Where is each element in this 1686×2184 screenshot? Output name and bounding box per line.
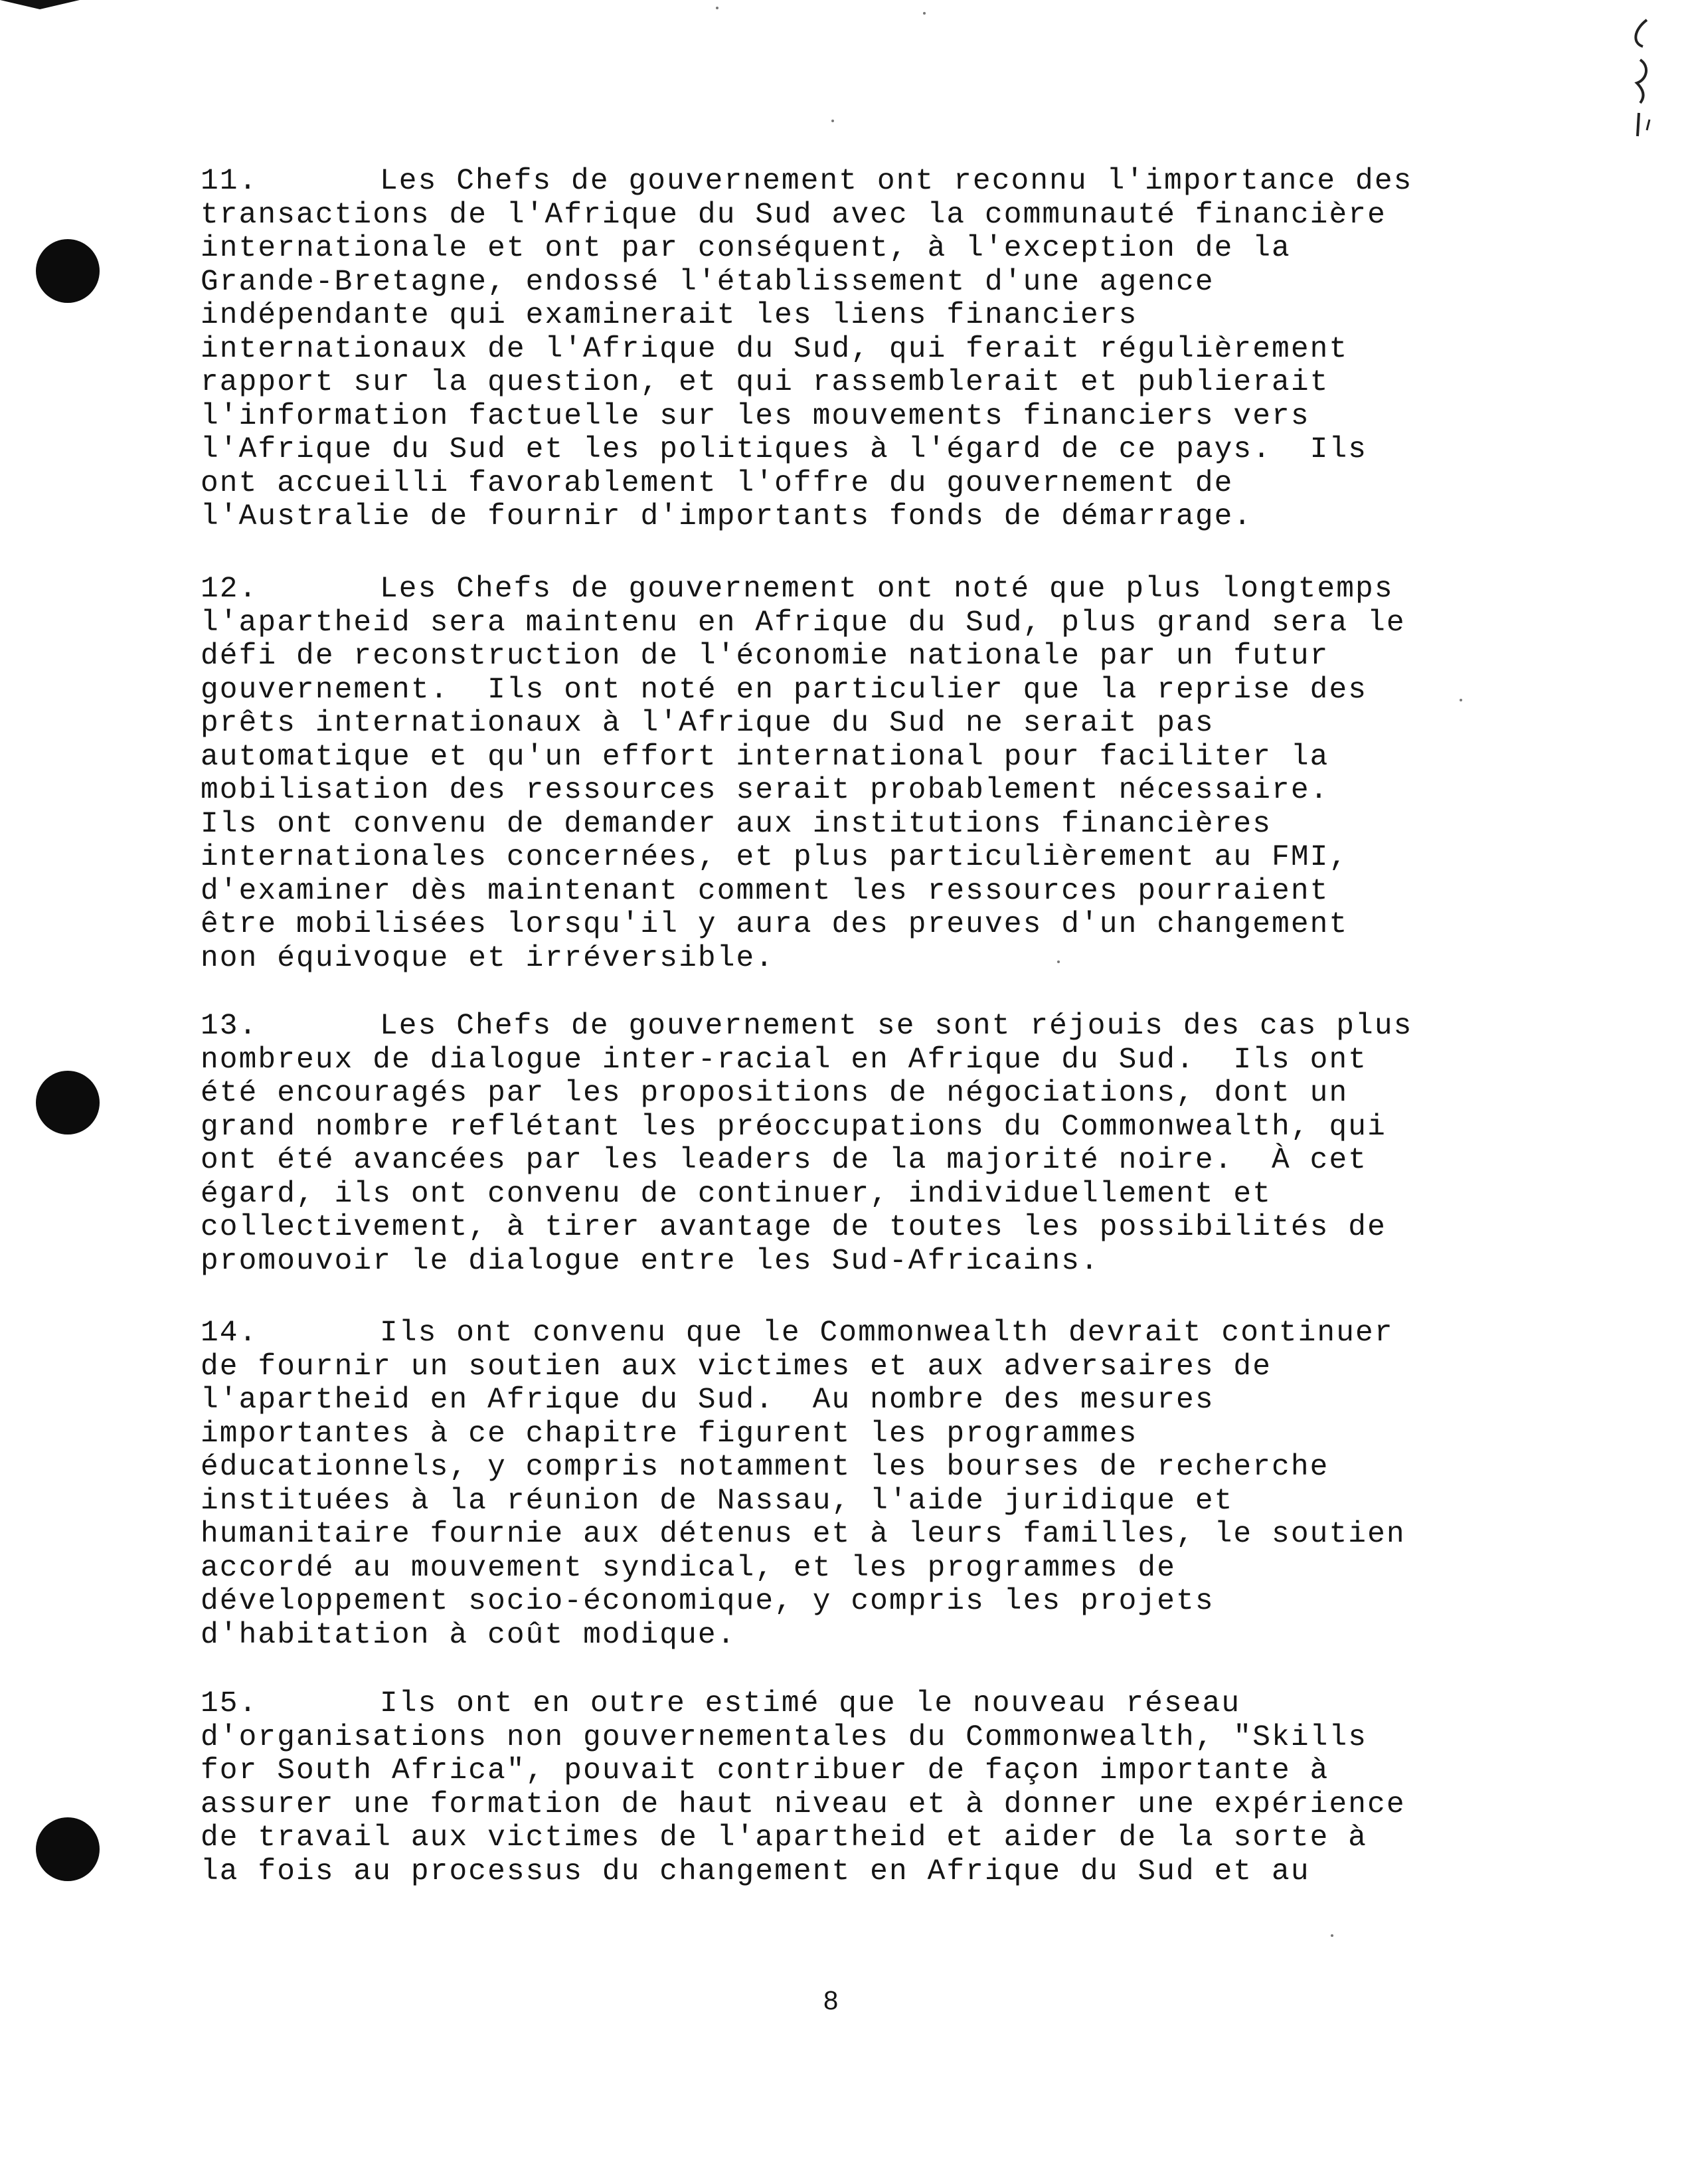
paragraph-line: Ils ont convenu de demander aux institutions financières (201, 807, 1272, 841)
punch-hole (36, 1071, 100, 1135)
punch-hole (36, 1817, 100, 1881)
page-number: 8 (823, 1986, 839, 2015)
paragraph-line: accordé au mouvement syndical, et les programmes de (201, 1551, 1177, 1585)
punch-hole (36, 239, 100, 303)
paragraph-line: importantes à ce chapitre figurent les programmes (201, 1417, 1138, 1451)
scan-corner-mark (0, 0, 86, 15)
paragraph-line: internationales concernées, et plus particulièrement au FMI, (201, 841, 1349, 874)
paragraph-line: non équivoque et irréversible. (201, 941, 775, 975)
paragraph-line: indépendante qui examinerait les liens financiers (201, 299, 1138, 332)
paragraph-line: l'Afrique du Sud et les politiques à l'égard de ce pays. Ils (201, 433, 1368, 466)
paragraph-line: l'apartheid en Afrique du Sud. Au nombre des mesures (201, 1384, 1215, 1417)
paragraph-11 (201, 165, 1502, 534)
paragraph-line: promouvoir le dialogue entre les Sud-Africains. (201, 1244, 1100, 1278)
paragraph-line: Grande-Bretagne, endossé l'établissement d'une agence (201, 265, 1215, 299)
paragraph-line: grand nombre reflétant les préoccupations du Commonwealth, qui (201, 1110, 1387, 1144)
handwritten-mark (1620, 13, 1667, 139)
paragraph-line: assurer une formation de haut niveau et à donner une expérience (201, 1787, 1406, 1821)
scan-speck (831, 120, 834, 122)
paragraph-line: gouvernement. Ils ont noté en particulier que la reprise des (201, 673, 1368, 707)
paragraph-line: Ils ont en outre estimé que le nouveau réseau (380, 1687, 1241, 1720)
paragraph-line: for South Africa", pouvait contribuer de façon importante à (201, 1754, 1329, 1787)
paragraph-line: Ils ont convenu que le Commonwealth devrait continuer (380, 1317, 1394, 1350)
paragraph-line: collectivement, à tirer avantage de toutes les possibilités de (201, 1211, 1387, 1244)
paragraph-15 (201, 1687, 1502, 1888)
paragraph-line: être mobilisées lorsqu'il y aura des preuves d'un changement (201, 908, 1349, 941)
paragraph-line: Les Chefs de gouvernement ont noté que plus longtemps (380, 573, 1394, 606)
paragraph-12 (201, 573, 1502, 975)
paragraph-line: mobilisation des ressources serait probablement nécessaire. (201, 774, 1329, 807)
paragraph-14 (201, 1317, 1502, 1652)
paragraph-number: 15. (201, 1687, 258, 1720)
paragraph-line: Les Chefs de gouvernement ont reconnu l'importance des (380, 165, 1413, 198)
paragraph-line: prêts internationaux à l'Afrique du Sud ne serait pas (201, 707, 1215, 740)
paragraph-line: la fois au processus du changement en Afrique du Sud et au (201, 1855, 1310, 1888)
paragraph-line: défi de reconstruction de l'économie nationale par un futur (201, 640, 1329, 673)
paragraph-number: 12. (201, 573, 258, 606)
paragraph-line: automatique et qu'un effort international pour faciliter la (201, 740, 1329, 774)
paragraph-line: l'apartheid sera maintenu en Afrique du Sud, plus grand sera le (201, 606, 1406, 640)
paragraph-line: Les Chefs de gouvernement se sont réjouis des cas plus (380, 1010, 1413, 1043)
paragraph-line: d'organisations non gouvernementales du Commonwealth, "Skills (201, 1720, 1368, 1754)
paragraph-line: de fournir un soutien aux victimes et aux adversaires de (201, 1350, 1272, 1384)
paragraph-line: été encouragés par les propositions de négociations, dont un (201, 1077, 1349, 1110)
paragraph-line: instituées à la réunion de Nassau, l'aide juridique et (201, 1484, 1234, 1518)
paragraph-line: rapport sur la question, et qui rassemblerait et publierait (201, 366, 1329, 399)
paragraph-line: transactions de l'Afrique du Sud avec la communauté financière (201, 198, 1387, 232)
scan-speck (923, 12, 926, 15)
paragraph-line: ont accueilli favorablement l'offre du gouvernement de (201, 466, 1234, 500)
paragraph-line: humanitaire fournie aux détenus et à leurs familles, le soutien (201, 1518, 1406, 1551)
paragraph-number: 14. (201, 1317, 258, 1350)
paragraph-13 (201, 1010, 1502, 1278)
paragraph-line: nombreux de dialogue inter-racial en Afrique du Sud. Ils ont (201, 1043, 1368, 1077)
scan-speck (716, 7, 718, 9)
paragraph-line: de travail aux victimes de l'apartheid et aider de la sorte à (201, 1821, 1368, 1855)
paragraph-line: ont été avancées par les leaders de la majorité noire. À cet (201, 1144, 1368, 1177)
paragraph-line: internationale et ont par conséquent, à l'exception de la (201, 232, 1291, 265)
scan-speck (1331, 1934, 1333, 1937)
paragraph-line: d'examiner dès maintenant comment les ressources pourraient (201, 874, 1329, 908)
paragraph-number: 11. (201, 165, 258, 198)
paragraph-line: égard, ils ont convenu de continuer, individuellement et (201, 1177, 1272, 1211)
paragraph-number: 13. (201, 1010, 258, 1043)
paragraph-line: d'habitation à coût modique. (201, 1618, 736, 1652)
paragraph-line: l'information factuelle sur les mouvements financiers vers (201, 399, 1310, 433)
paragraph-line: internationaux de l'Afrique du Sud, qui ferait régulièrement (201, 332, 1349, 366)
paragraph-line: éducationnels, y compris notamment les bourses de recherche (201, 1451, 1329, 1484)
paragraph-line: l'Australie de fournir d'importants fonds de démarrage. (201, 500, 1253, 533)
paragraph-line: développement socio-économique, y compris les projets (201, 1585, 1215, 1618)
